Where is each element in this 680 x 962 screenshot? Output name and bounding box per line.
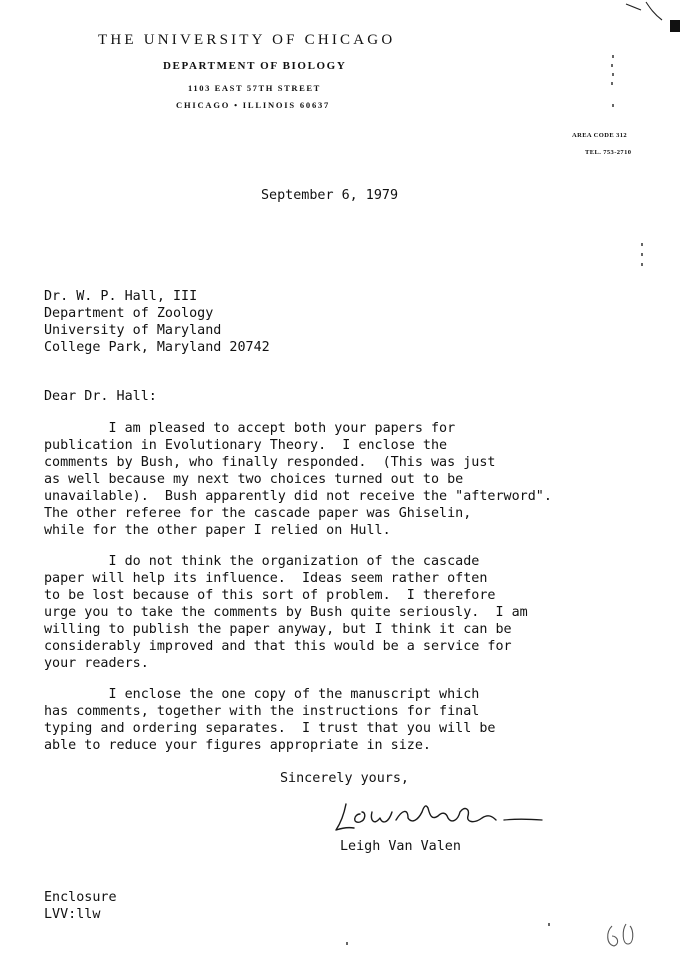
paragraph-line: typing and ordering separates. I trust that you will be <box>44 721 496 736</box>
enclosure-block <box>44 889 117 923</box>
paragraph-line: able to reduce your figures appropriate in size. <box>44 738 431 753</box>
paragraph-line: as well because my next two choices turned out to be <box>44 472 464 487</box>
paragraph-line: I enclose the one copy of the manuscript which <box>44 687 480 702</box>
paragraph-line: to be lost because of this sort of problem. I therefore <box>44 588 496 603</box>
paragraph-line: unavailable). Bush apparently did not receive the "afterword". <box>44 489 552 504</box>
paragraph-line: considerably improved and that this would be a service for <box>44 639 512 654</box>
paragraph-line: paper will help its influence. Ideas seem rather often <box>44 571 488 586</box>
address-line: College Park, Maryland 20742 <box>44 340 270 355</box>
address-line: Dr. W. P. Hall, III <box>44 289 198 304</box>
area-code: AREA CODE 312 <box>572 132 628 139</box>
handwritten-page-number <box>608 924 633 946</box>
address-line: University of Maryland <box>44 323 222 338</box>
paragraph-line: I am pleased to accept both your papers for <box>44 421 456 436</box>
university-name: THE UNIVERSITY OF CHICAGO <box>98 32 396 48</box>
recipient-address <box>44 288 270 356</box>
corner-scan-mark <box>626 2 662 20</box>
salutation: Dear Dr. Hall: <box>44 389 157 404</box>
paragraph-line: comments by Bush, who finally responded. (This was just <box>44 455 496 470</box>
enclosure-note: Enclosure <box>44 890 117 905</box>
paragraph-line: has comments, together with the instructions for final <box>44 704 480 719</box>
complimentary-closing: Sincerely yours, <box>280 771 409 786</box>
signer-name: Leigh Van Valen <box>340 839 461 854</box>
body-paragraph-1 <box>44 420 552 539</box>
telephone-number: TEL. 753-2710 <box>585 149 632 156</box>
paragraph-line: your readers. <box>44 656 149 671</box>
body-paragraph-3 <box>44 686 495 754</box>
letter-date: September 6, 1979 <box>261 188 399 203</box>
paragraph-line: while for the other paper I relied on Hull. <box>44 523 391 538</box>
paragraph-line: publication in Evolutionary Theory. I enclose the <box>44 438 448 453</box>
department-name: DEPARTMENT OF BIOLOGY <box>163 60 347 72</box>
handwritten-signature <box>332 790 550 840</box>
city-state-zip: CHICAGO • ILLINOIS 60637 <box>176 100 331 110</box>
paragraph-line: I do not think the organization of the cascade <box>44 554 480 569</box>
street-address: 1103 EAST 57TH STREET <box>188 83 321 93</box>
body-paragraph-2 <box>44 553 528 672</box>
edge-scan-mark <box>670 20 680 32</box>
address-line: Department of Zoology <box>44 306 214 321</box>
typist-initials: LVV:llw <box>44 907 101 922</box>
paragraph-line: urge you to take the comments by Bush quite seriously. I am <box>44 605 528 620</box>
paragraph-line: willing to publish the paper anyway, but I think it can be <box>44 622 512 637</box>
paragraph-line: The other referee for the cascade paper was Ghiselin, <box>44 506 472 521</box>
